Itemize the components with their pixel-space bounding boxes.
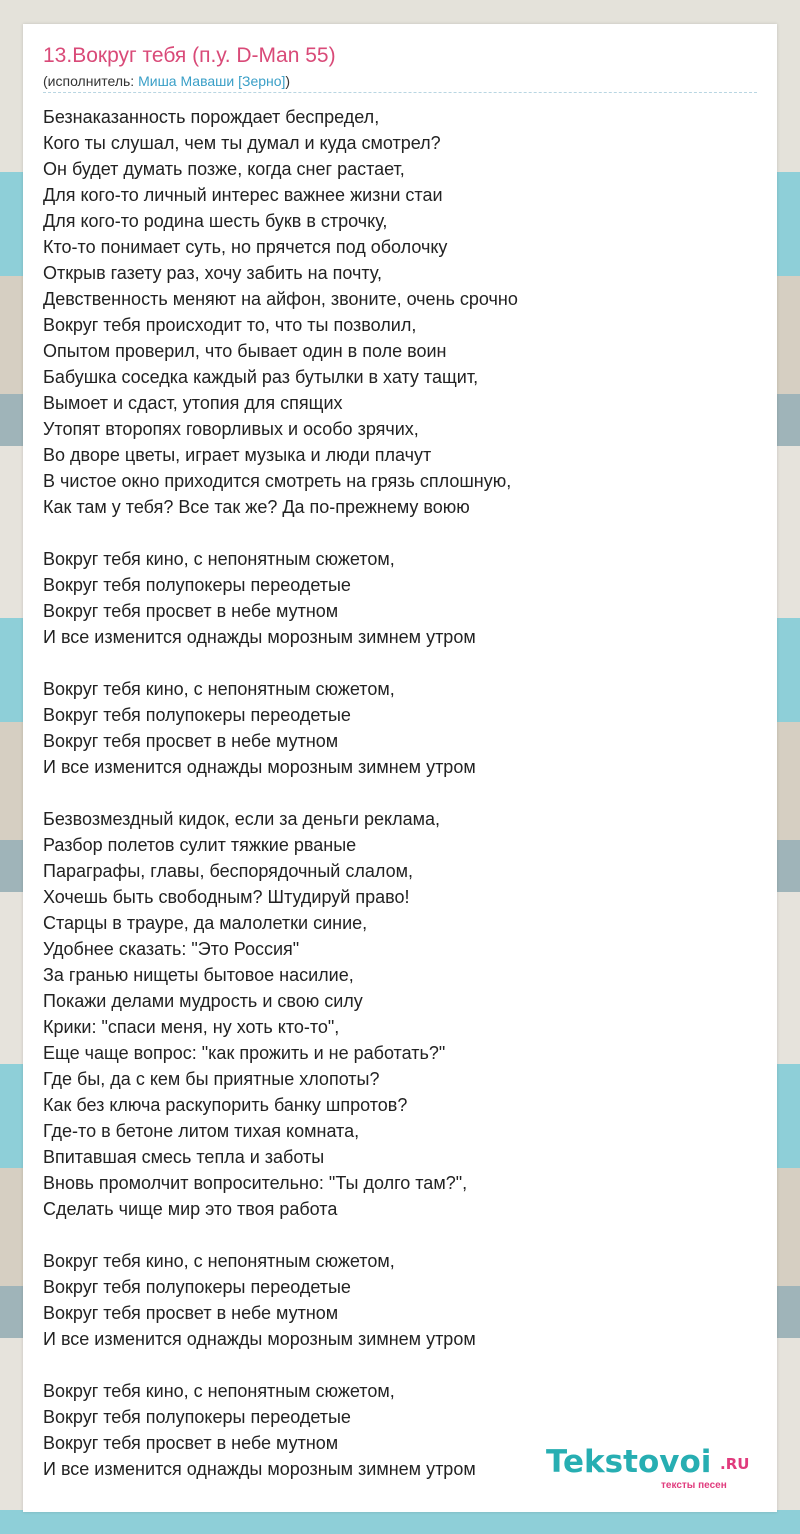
lyric-line: Для кого-то родина шесть букв в строчку, [43,211,388,231]
lyric-line: Как там у тебя? Все так же? Да по-прежнему воюю [43,497,470,517]
lyric-line: И все изменится однажды морозным зимнем утром [43,627,476,647]
song-title: 13.Вокруг тебя (п.у. D-Man 55) [43,44,336,67]
lyric-line: Вокруг тебя просвет в небе мутном [43,731,339,751]
lyric-line: Крики: "спаси меня, ну хоть кто-то", [43,1017,340,1037]
lyric-line: И все изменится однажды морозным зимнем утром [43,757,476,777]
lyric-line: Во дворе цветы, играет музыка и люди плачут [43,445,432,465]
lyric-line: И все изменится однажды морозным зимнем утром [43,1459,476,1479]
lyric-line: Хочешь быть свободным? Штудируй право! [43,887,410,907]
artist-link[interactable]: Миша Маваши [Зерно] [138,73,286,89]
lyric-line: Вокруг тебя полупокеры переодетые [43,575,351,595]
lyrics-card [23,24,777,1512]
lyric-line: Вокруг тебя просвет в небе мутном [43,601,339,621]
logo-tagline: тексты песен [661,1480,727,1491]
stanza-break [43,1352,743,1378]
lyric-line: Вокруг тебя кино, с непонятным сюжетом, [43,1381,395,1401]
lyric-line: Покажи делами мудрость и свою силу [43,991,363,1011]
lyric-line: Открыв газету раз, хочу забить на почту, [43,263,382,283]
lyric-line: Еще чаще вопрос: "как прожить и не работать?" [43,1043,446,1063]
lyric-line: Вокруг тебя просвет в небе мутном [43,1433,339,1453]
artist-line [43,73,290,89]
lyric-line: Опытом проверил, что бывает один в поле воин [43,341,447,361]
logo-tld: .RU [720,1455,750,1473]
stanza-break [43,520,743,546]
lyric-line: Бабушка соседка каждый раз бутылки в хату тащит, [43,367,479,387]
artist-prefix: (исполнитель: [43,73,139,89]
lyric-line: Вновь промолчит вопросительно: "Ты долго там?", [43,1173,468,1193]
lyric-line: Параграфы, главы, беспорядочный слалом, [43,861,413,881]
lyric-line: Вокруг тебя полупокеры переодетые [43,1277,351,1297]
lyric-line: Кто-то понимает суть, но прячется под оболочку [43,237,448,257]
background-stripe [0,1510,800,1534]
lyric-line: Девственность меняют на айфон, звоните, очень срочно [43,289,518,309]
lyric-line: Он будет думать позже, когда снег растает, [43,159,405,179]
lyric-line: Утопят второпях говорливых и особо зрячих, [43,419,419,439]
lyric-line: Впитавшая смесь тепла и заботы [43,1147,325,1167]
lyric-line: Кого ты слушал, чем ты думал и куда смотрел? [43,133,441,153]
lyric-line: В чистое окно приходится смотреть на грязь сплошную, [43,471,512,491]
lyric-line: За гранью нищеты бытовое насилие, [43,965,354,985]
lyric-line: Безнаказанность порождает беспредел, [43,107,380,127]
stanza-break [43,780,743,806]
lyric-line: Вокруг тебя просвет в небе мутном [43,1303,339,1323]
title-divider [43,92,757,93]
lyrics-text [43,104,743,1482]
lyric-line: Где-то в бетоне литом тихая комната, [43,1121,360,1141]
lyric-line: Вокруг тебя полупокеры переодетые [43,705,351,725]
lyric-line: Вымоет и сдаст, утопия для спящих [43,393,343,413]
lyric-line: Вокруг тебя полупокеры переодетые [43,1407,351,1427]
lyric-line: Сделать чище мир это твоя работа [43,1199,338,1219]
lyric-line: Для кого-то личный интерес важнее жизни стаи [43,185,443,205]
artist-suffix: ) [285,73,291,89]
lyric-line: Разбор полетов сулит тяжкие рваные [43,835,357,855]
stanza-break [43,650,743,676]
lyric-line: Безвозмездный кидок, если за деньги реклама, [43,809,440,829]
stanza-break [43,1222,743,1248]
lyric-line: Старцы в трауре, да малолетки синие, [43,913,368,933]
lyric-line: Вокруг тебя кино, с непонятным сюжетом, [43,1251,395,1271]
site-logo[interactable] [546,1444,756,1490]
lyric-line: Вокруг тебя кино, с непонятным сюжетом, [43,679,395,699]
lyric-line: И все изменится однажды морозным зимнем утром [43,1329,476,1349]
lyric-line: Как без ключа раскупорить банку шпротов? [43,1095,408,1115]
lyric-line: Где бы, да с кем бы приятные хлопоты? [43,1069,380,1089]
lyric-line: Удобнее сказать: "Это Россия" [43,939,300,959]
lyric-line: Вокруг тебя происходит то, что ты позволил, [43,315,417,335]
logo-wordmark: Tekstovoi [546,1444,712,1480]
lyric-line: Вокруг тебя кино, с непонятным сюжетом, [43,549,395,569]
